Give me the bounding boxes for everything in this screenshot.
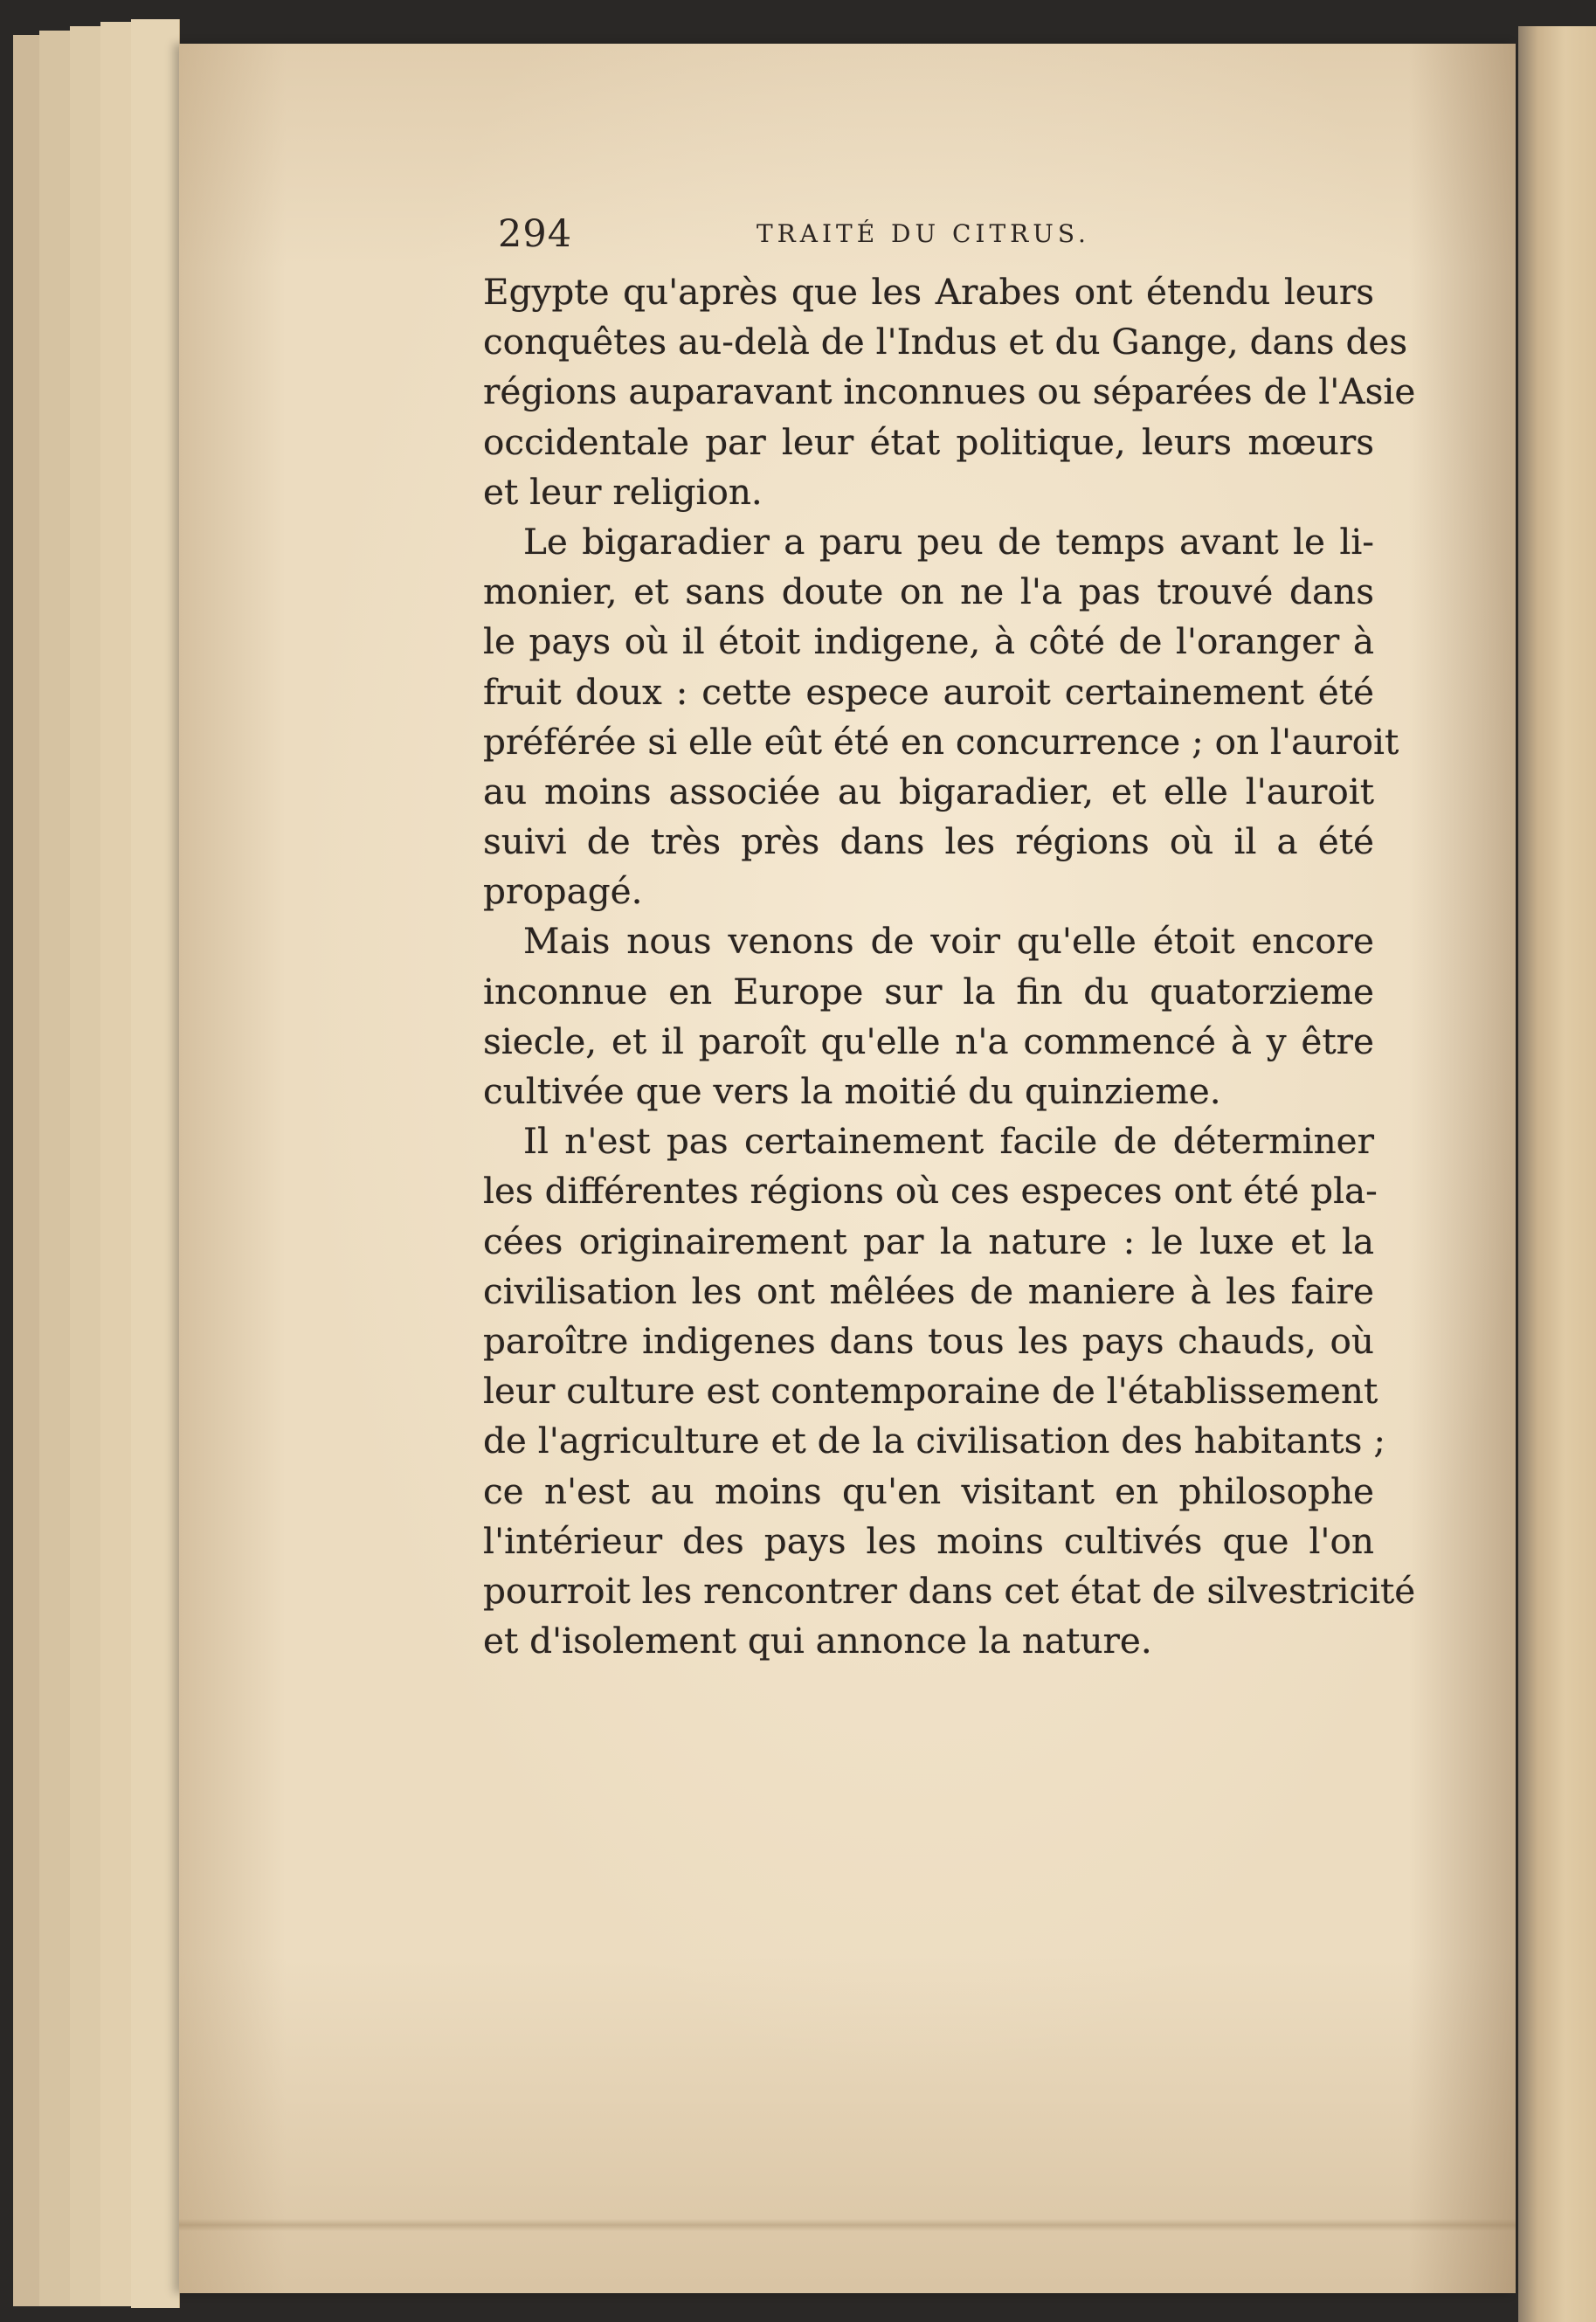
text-line: de l'agriculture et de la civilisation des habitants ; [483, 1420, 1385, 1462]
text-line: inconnue en Europe sur la fin du quatorzieme [483, 970, 1374, 1012]
page-edge [131, 19, 180, 2308]
text-line: civilisation les ont mêlées de maniere à les faire [483, 1269, 1374, 1312]
text-line: et d'isolement qui annonce la nature. [483, 1620, 1152, 1662]
text-line: au moins associée au bigaradier, et elle l'auroit [483, 770, 1374, 812]
text-line: Mais nous venons de voir qu'elle étoit encore [523, 920, 1374, 963]
text-line: monier, et sans doute on ne l'a pas trouvé dans [483, 570, 1374, 613]
text-line: leur culture est contemporaine de l'établissement [483, 1370, 1378, 1413]
text-line: cées originairement par la nature : le luxe et la [483, 1220, 1374, 1262]
text-line: les différentes régions où ces especes ont été pla- [483, 1170, 1378, 1213]
paragraph [483, 1116, 1416, 1666]
text-line: propagé. [483, 870, 643, 913]
facing-page-edge [1518, 26, 1596, 2322]
text-line: suivi de très près dans les régions où il a été [483, 820, 1374, 863]
text-line: Egypte qu'après que les Arabes ont étendu leurs [483, 271, 1374, 313]
text-line: conquêtes au-delà de l'Indus et du Gange, dans des [483, 321, 1408, 363]
text-line: fruit doux : cette espece auroit certainement été [483, 670, 1374, 713]
paragraph [483, 517, 1399, 917]
page-bottom-edge [179, 2219, 1516, 2231]
running-title: TRAITÉ DU CITRUS. [757, 219, 1090, 248]
text-line: Le bigaradier a paru peu de temps avant le li- [523, 520, 1374, 563]
running-head [498, 212, 1441, 265]
paragraph [483, 916, 1374, 1116]
text-line: occidentale par leur état politique, leurs mœurs [483, 420, 1374, 463]
text-line: régions auparavant inconnues ou séparées de l'Asie [483, 370, 1416, 413]
text-line: ce n'est au moins qu'en visitant en philosophe [483, 1469, 1374, 1512]
text-line: paroître indigenes dans tous les pays chauds, où [483, 1319, 1374, 1362]
text-line: Il n'est pas certainement facile de déterminer [523, 1120, 1374, 1163]
paragraph [483, 267, 1416, 517]
body-text [483, 267, 1416, 1666]
text-line: et leur religion. [483, 470, 763, 513]
page-number: 294 [498, 212, 573, 256]
text-line: préférée si elle eût été en concurrence ; on l'auroit [483, 720, 1399, 763]
text-line: siecle, et il paroît qu'elle n'a commencé à y être [483, 1019, 1374, 1062]
text-line: le pays où il étoit indigene, à côté de l'oranger à [483, 620, 1374, 663]
text-line: l'intérieur des pays les moins cultivés que l'on [483, 1519, 1374, 1562]
text-line: cultivée que vers la moitié du quinzieme. [483, 1070, 1221, 1112]
text-line: pourroit les rencontrer dans cet état de silvestricité [483, 1569, 1416, 1612]
